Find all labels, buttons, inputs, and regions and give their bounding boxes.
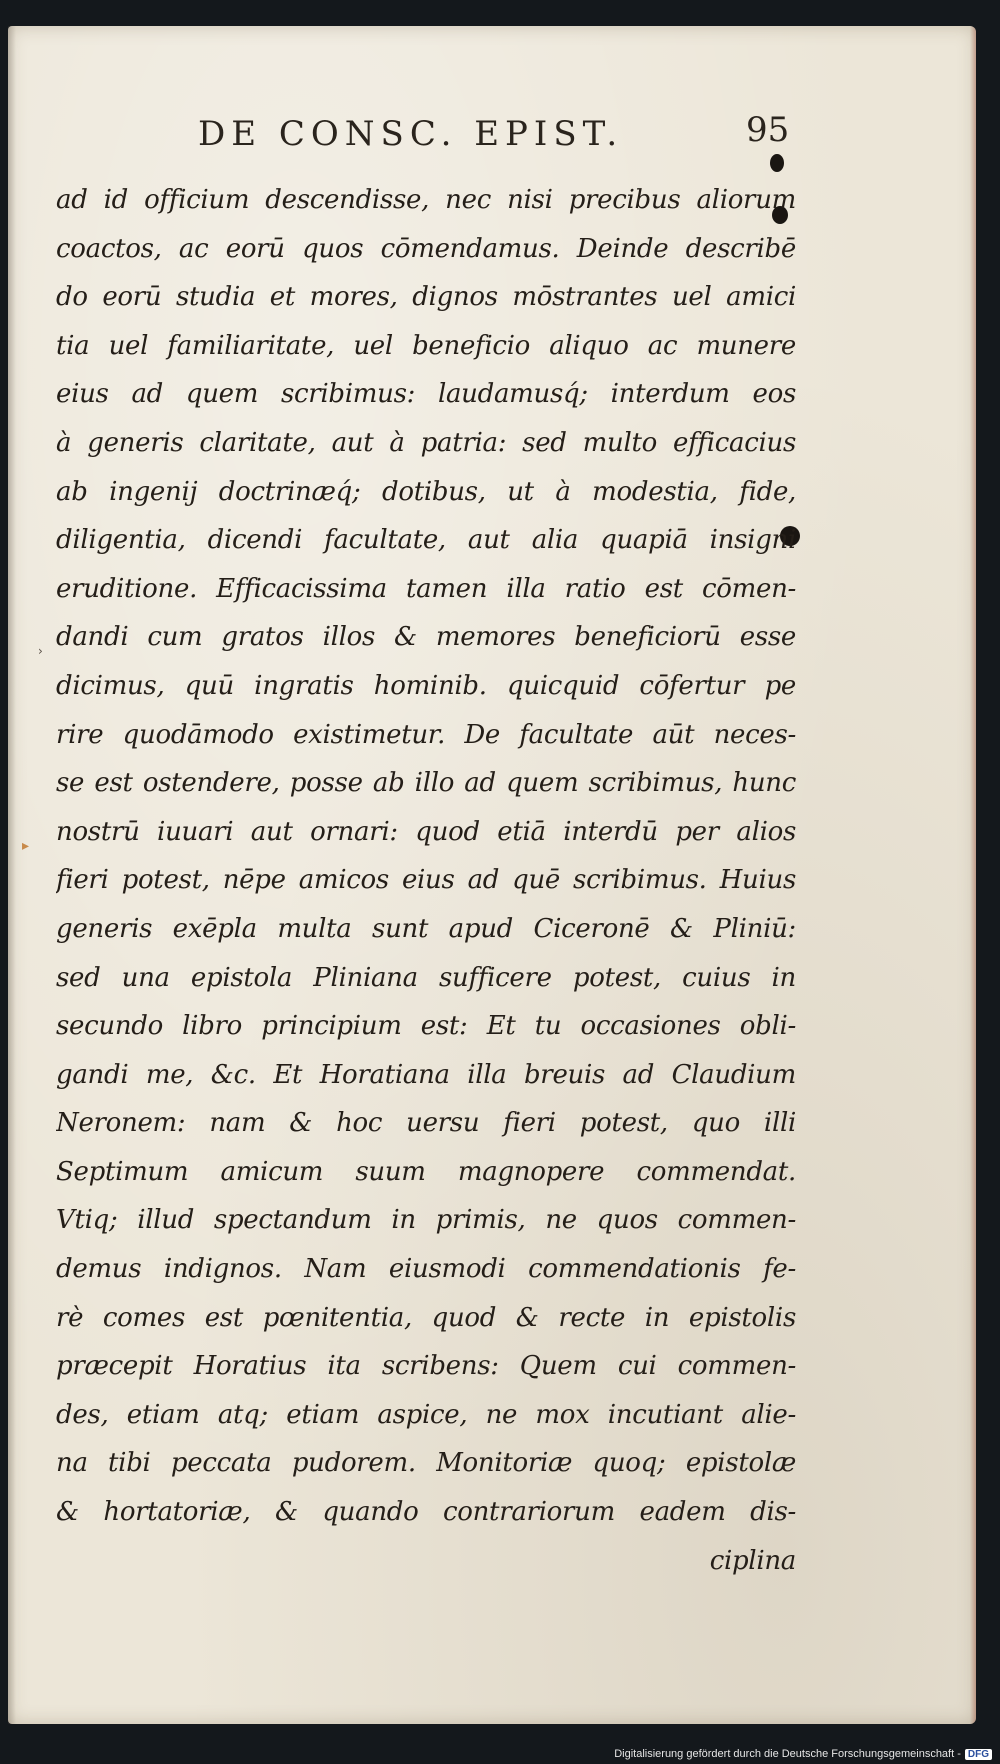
margin-mark: › [38,644,43,658]
text-line: secundo libro principium est: Et tu occasiones obli- [56,1011,796,1042]
text-line: diligentia, dicendi facultate, aut alia quapiā insigni [56,525,796,556]
text-line: à generis claritate, aut à patria: sed multo efficacius [56,427,796,458]
text-line: Vtiq; illud spectandum in primis, ne quos commen- [56,1205,796,1236]
text-line: nostrū iuuari aut ornari: quod etiā interdū per alios [56,816,796,847]
text-line: eius ad quem scribimus: laudamusq́; interdum eos [56,379,796,410]
text-line: generis exēpla multa sunt apud Ciceronē & Pliniū: [56,913,796,944]
text-line: coactos, ac eorū quos cōmendamus. Deinde describē [56,233,796,264]
running-head: DE CONSC. EPIST. [198,114,624,154]
ink-blot-mark [770,154,784,172]
catchword: ciplina [709,1545,796,1576]
text-line: do eorū studia et mores, dignos mōstrantes uel amici [56,282,796,313]
text-line: se est ostendere, posse ab illo ad quem scribimus, hunc [56,768,796,799]
text-line: ab ingenij doctrinæq́; dotibus, ut à modestia, fide, [56,476,796,507]
text-line: na tibi peccata pudorem. Monitoriæ quoq; epistolæ [56,1448,796,1479]
book-page [8,26,976,1724]
page-edge-shading [970,26,976,1724]
page-number: 95 [746,110,790,150]
text-line: des, etiam atq; etiam aspice, ne mox incutiant alie- [56,1399,796,1430]
page-gutter-shadow [8,26,16,1724]
text-line: & hortatoriæ, & quando contrariorum eadem dis- [56,1497,796,1528]
text-line: dicimus, quū ingratis hominib. quicquid cōfertur pe [56,670,796,701]
text-line: præcepit Horatius ita scribens: Quem cui commen- [56,1351,796,1382]
text-line: dandi cum gratos illos & memores beneficiorū esse [56,622,796,653]
footer-credit-text: Digitalisierung gefördert durch die Deutsche Forschungsgemeinschaft - [614,1748,961,1760]
text-line: gandi me, &c. Et Horatiana illa breuis ad Claudium [56,1059,796,1090]
text-line: fieri potest, nēpe amicos eius ad quē scribimus. Huius [56,865,796,896]
text-line: Septimum amicum suum magnopere commendat. [56,1156,796,1187]
text-line: ad id officium descendisse, nec nisi precibus aliorum [56,185,796,215]
margin-mark: ▸ [22,838,30,854]
dfg-logo-icon: DFG [965,1749,992,1760]
digitization-credit [614,1748,992,1760]
body-text [56,176,796,1585]
text-line: Neronem: nam & hoc uersu fieri potest, quo illi [56,1108,796,1139]
text-line: tia uel familiaritate, uel beneficio aliquo ac munere [56,330,796,361]
text-line: sed una epistola Pliniana sufficere potest, cuius in [56,962,796,993]
text-line: rè comes est pœnitentia, quod & recte in epistolis [56,1302,796,1333]
text-line: rire quodāmodo existimetur. De facultate aūt neces- [56,719,796,750]
text-line: eruditione. Efficacissima tamen illa ratio est cōmen- [56,573,796,604]
text-line: demus indignos. Nam eiusmodi commendationis fe- [56,1254,796,1285]
